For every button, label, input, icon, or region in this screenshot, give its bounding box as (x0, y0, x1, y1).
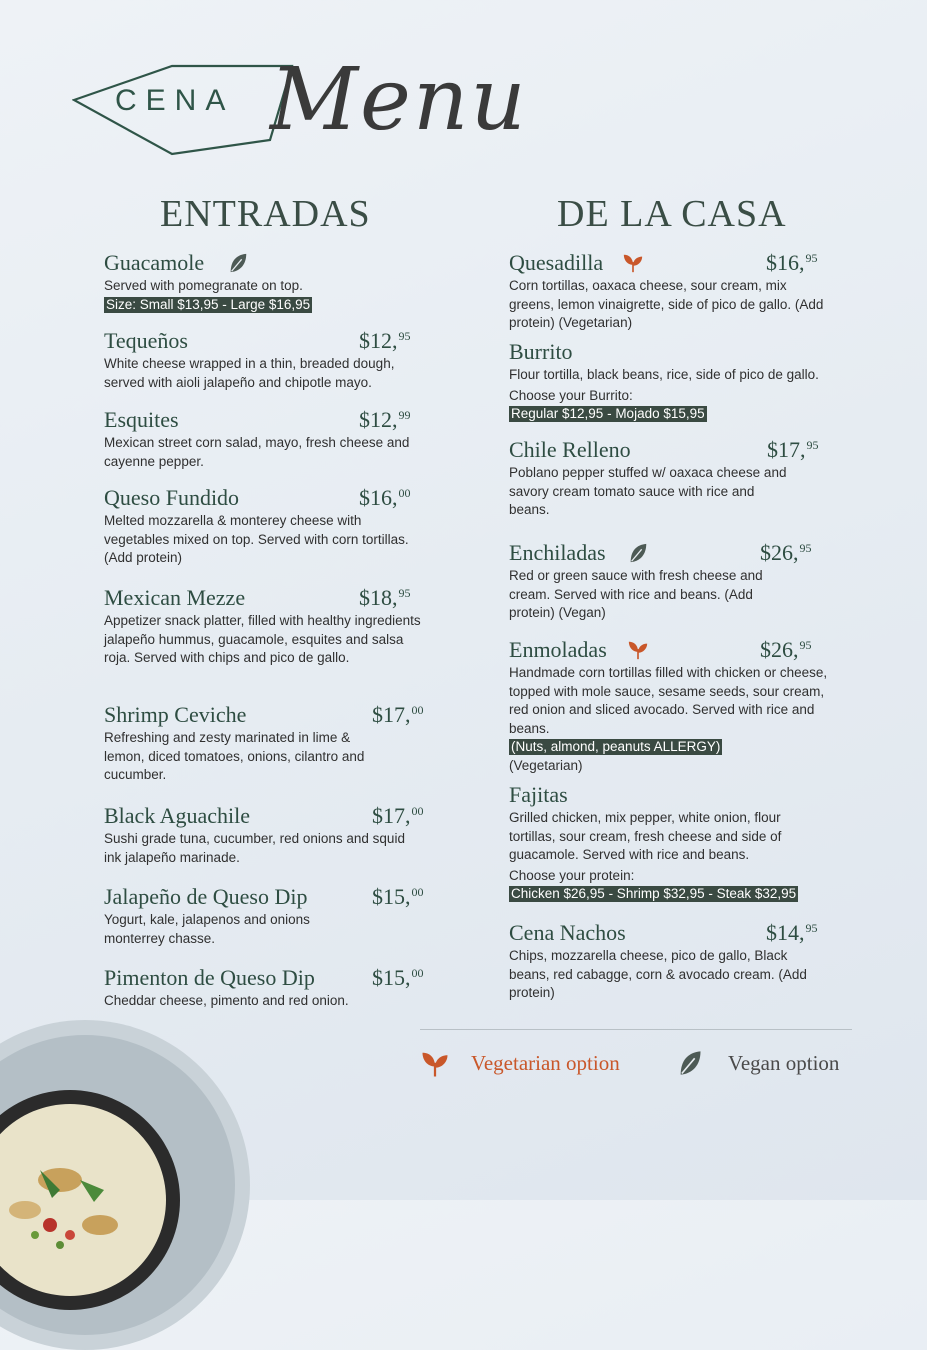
item-price: $15,00 (372, 965, 424, 990)
legend-vegetarian: Vegetarian option (471, 1051, 620, 1075)
size-highlight: Size: Small $13,95 - Large $16,95 (106, 296, 311, 312)
item-name: Guacamole (104, 250, 205, 275)
casa-item-burrito (509, 339, 829, 423)
choose-text: Choose your protein: (509, 867, 635, 883)
vegan-leaf-icon (227, 251, 249, 275)
choose-text: Choose your Burrito: (509, 387, 633, 403)
item-price: $17,95 (767, 437, 819, 462)
item-desc: Handmade corn tortillas filled with chicken or cheese, topped with mole sauce, sesame seeds, sour cream, red onion and sliced avocado. Served with rice and beans. (509, 665, 828, 736)
allergy-highlight: (Nuts, almond, peanuts ALLERGY) (511, 739, 721, 754)
item-desc: Grilled chicken, mix pepper, white onion, flour tortillas, sour cream, fresh cheese and side of guacamole. Served with rice and beans. (509, 810, 782, 862)
item-price: $17,00 (372, 702, 424, 727)
entradas-item-queso-fundido (104, 485, 424, 568)
item-desc: Chips, mozzarella cheese, pico de gallo, Black beans, red cabagge, corn & avocado cream. (Add protein) (509, 948, 807, 1000)
item-name: Pimenton de Queso Dip (104, 965, 315, 990)
item-name: Enmoladas (509, 637, 607, 662)
item-desc-after: (Vegetarian) (509, 758, 583, 773)
item-name: Quesadilla (509, 250, 604, 275)
item-price: $16,95 (766, 250, 818, 275)
item-desc: Poblano pepper stuffed w/ oaxaca cheese and savory cream tomato sauce with rice and beans. (509, 465, 787, 517)
entradas-item-pimenton-dip (104, 965, 434, 1011)
legend-divider (420, 1029, 852, 1030)
casa-item-quesadilla (509, 250, 829, 333)
item-desc: Cheddar cheese, pimento and red onion. (104, 993, 349, 1008)
dish-photo (0, 1020, 250, 1350)
item-desc: Appetizer snack platter, filled with healthy ingredients jalapeño hummus, guacamole, esquites and salsa roja. Served with chips and pico de gallo. (104, 613, 421, 665)
entradas-item-jalapeno-dip (104, 884, 434, 948)
item-name: Jalapeño de Queso Dip (104, 884, 308, 909)
item-price: $17,00 (372, 803, 424, 828)
logo-text: CENA (115, 84, 235, 117)
item-price: $14,95 (766, 920, 818, 945)
casa-title: DE LA CASA (557, 193, 787, 235)
item-name: Cena Nachos (509, 920, 626, 945)
entradas-item-shrimp-ceviche (104, 702, 424, 785)
casa-item-enmoladas (509, 637, 829, 776)
item-desc: White cheese wrapped in a thin, breaded dough, served with aioli jalapeño and chipotle mayo. (104, 356, 395, 390)
entradas-item-black-aguachile (104, 803, 424, 867)
price-highlight: Regular $12,95 - Mojado $15,95 (511, 406, 705, 421)
item-desc: Yogurt, kale, jalapenos and onions monterrey chasse. (104, 912, 310, 946)
menu-script-title: Menu (270, 50, 528, 150)
item-price: $15,00 (372, 884, 424, 909)
vegetarian-sprout-icon (627, 638, 649, 662)
item-price: $26,95 (760, 540, 812, 565)
casa-item-fajitas (509, 782, 829, 903)
vegetarian-sprout-icon (622, 251, 644, 275)
entradas-item-tequenos (104, 328, 424, 392)
entradas-title: ENTRADAS (160, 193, 371, 235)
item-name: Black Aguachile (104, 803, 251, 828)
legend-vegan: Vegan option (728, 1051, 840, 1075)
vegan-leaf-icon (627, 541, 649, 565)
item-name: Chile Relleno (509, 437, 631, 462)
item-name: Enchiladas (509, 540, 606, 565)
item-price: $16,00 (359, 485, 411, 510)
casa-item-enchiladas (509, 540, 829, 623)
item-name: Burrito (509, 339, 573, 364)
item-desc: Sushi grade tuna, cucumber, red onions and squid ink jalapeño marinade. (104, 831, 405, 865)
item-desc: Mexican street corn salad, mayo, fresh cheese and cayenne pepper. (104, 435, 410, 469)
item-name: Queso Fundido (104, 485, 240, 510)
item-desc: Melted mozzarella & monterey cheese with vegetables mixed on top. Served with corn tortillas. (Add protein) (104, 513, 409, 565)
casa-item-chile-relleno (509, 437, 829, 520)
entradas-item-mexican-mezze (104, 585, 424, 668)
item-name: Fajitas (509, 782, 568, 807)
item-name: Mexican Mezze (104, 585, 246, 610)
item-name: Shrimp Ceviche (104, 702, 247, 727)
item-desc: Flour tortilla, black beans, rice, side of pico de gallo. (509, 367, 819, 382)
entradas-item-guacamole (104, 250, 424, 314)
price-highlight: Chicken $26,95 - Shrimp $32,95 - Steak $32,95 (511, 886, 797, 901)
item-price: $26,95 (760, 637, 812, 662)
item-price: $12,99 (359, 407, 411, 432)
item-desc: Corn tortillas, oaxaca cheese, sour cream, mix greens, lemon vinaigrette, side of pico de gallo. (Add protein) (Vegetarian) (509, 278, 824, 330)
item-desc: Served with pomegranate on top. (104, 278, 303, 293)
item-name: Tequeños (104, 328, 188, 353)
vegetarian-sprout-icon (420, 1048, 450, 1080)
item-desc: Red or green sauce with fresh cheese and cream. Served with rice and beans. (Add protein) (Vegan) (509, 568, 763, 620)
item-desc: Refreshing and zesty marinated in lime & lemon, diced tomatoes, onions, cilantro and cucumber. (104, 730, 365, 782)
entradas-item-esquites (104, 407, 424, 471)
item-price: $12,95 (359, 328, 411, 353)
item-name: Esquites (104, 407, 179, 432)
vegan-leaf-icon (676, 1046, 704, 1080)
casa-item-cena-nachos (509, 920, 829, 1003)
item-price: $18,95 (359, 585, 411, 610)
